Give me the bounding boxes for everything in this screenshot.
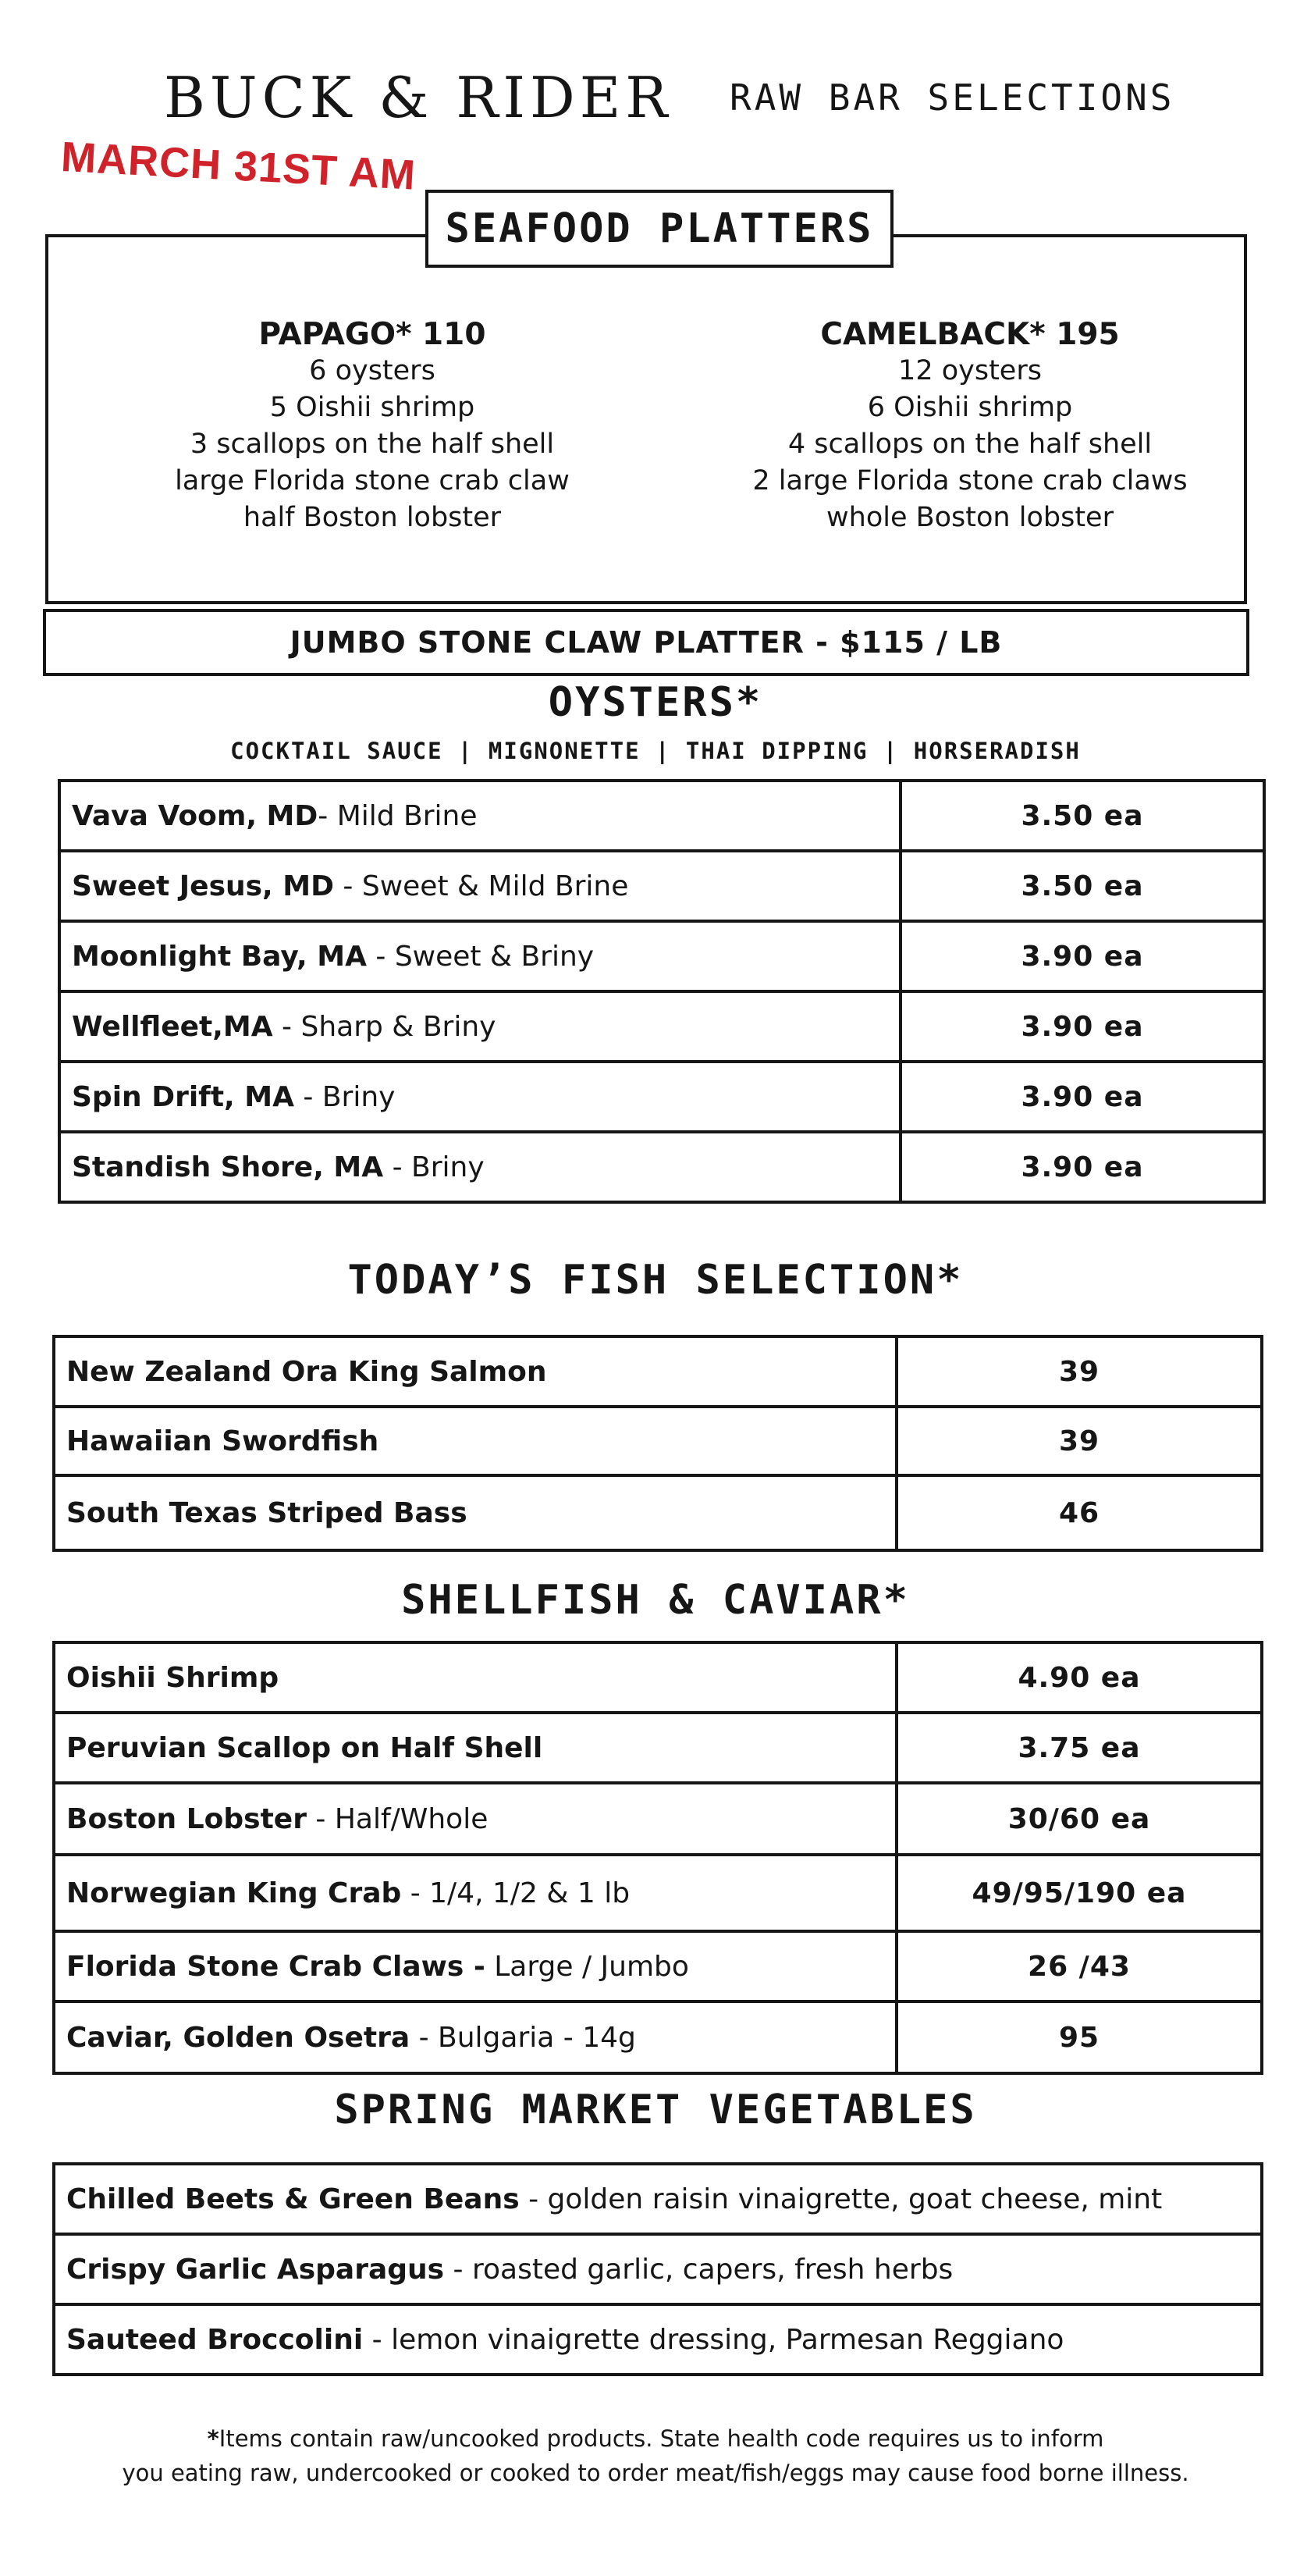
jumbo-claw-platter: JUMBO STONE CLAW PLATTER - $115 / LB (43, 609, 1249, 676)
item-cell (54, 2304, 1262, 2375)
item-cell (54, 2164, 1262, 2234)
item-cell (54, 2001, 897, 2073)
platter-item: 2 large Florida stone crab claws (752, 465, 1188, 496)
item-name: Chilled Beets & Green Beans (66, 2183, 520, 2215)
item-price: 3.90 ea (901, 1062, 1264, 1132)
item-desc: - golden raisin vinaigrette, goat cheese, mint (519, 2183, 1163, 2215)
item-desc: - Sweet & Briny (366, 940, 595, 973)
table-row (54, 1475, 1262, 1550)
table-row (54, 2304, 1262, 2375)
table-row (54, 2234, 1262, 2304)
table-row (59, 1132, 1264, 1202)
item-name: Peruvian Scallop on Half Shell (66, 1731, 543, 1764)
item-desc: - Briny (293, 1080, 396, 1113)
item-cell (54, 1783, 897, 1855)
platter-item: whole Boston lobster (826, 502, 1114, 533)
table-row (59, 781, 1264, 851)
platter-name: PAPAGO* 110 (258, 317, 486, 352)
platter-item: 12 oysters (898, 355, 1042, 386)
item-desc: Large / Jumbo (485, 1950, 689, 1983)
item-price: 3.90 ea (901, 921, 1264, 991)
health-disclaimer (0, 2421, 1311, 2490)
table-row (54, 1855, 1262, 1931)
asterisk: * (207, 2425, 219, 2452)
item-price: 95 (897, 2001, 1262, 2073)
table-row (54, 1642, 1262, 1713)
platter-papago (123, 316, 622, 536)
platter-name: CAMELBACK* 195 (820, 317, 1120, 352)
item-desc: - roasted garlic, capers, fresh herbs (444, 2253, 954, 2286)
shellfish-table (52, 1641, 1263, 2075)
item-name: Wellfleet,MA (72, 1010, 273, 1043)
table-row (54, 1713, 1262, 1783)
item-desc: - Briny (383, 1151, 485, 1183)
table-row (54, 1931, 1262, 2001)
item-cell (59, 1062, 901, 1132)
item-name: Boston Lobster (66, 1802, 307, 1835)
platter-item: 4 scallops on the half shell (787, 429, 1153, 460)
item-price: 46 (897, 1475, 1262, 1550)
platter-item: 6 oysters (309, 355, 435, 386)
platter-item: 6 Oishii shrimp (867, 392, 1073, 423)
fish-heading: TODAY’S FISH SELECTION* (347, 1257, 964, 1304)
disclaimer-text-1: Items contain raw/uncooked products. State health code requires us to inform (218, 2425, 1104, 2452)
platter-item: 5 Oishii shrimp (269, 392, 475, 423)
table-row (59, 991, 1264, 1062)
table-row (54, 2164, 1262, 2234)
item-cell (59, 781, 901, 851)
fish-table (52, 1335, 1263, 1552)
shellfish-heading: SHELLFISH & CAVIAR* (401, 1577, 910, 1624)
oyster-sauces: COCKTAIL SAUCE | MIGNONETTE | THAI DIPPING | HORSERADISH (230, 738, 1081, 764)
disclaimer-text-2: you eating raw, undercooked or cooked to order meat/fish/eggs may cause food borne illness. (122, 2460, 1189, 2486)
item-name: New Zealand Ora King Salmon (66, 1355, 547, 1388)
item-price: 3.50 ea (901, 781, 1264, 851)
item-price: 49/95/190 ea (897, 1855, 1262, 1931)
item-name: South Texas Striped Bass (66, 1496, 467, 1529)
item-desc: - lemon vinaigrette dressing, Parmesan Reggiano (363, 2323, 1064, 2356)
brand-logo: BUCK & RIDER (164, 65, 673, 130)
menu-subtitle: RAW BAR SELECTIONS (730, 76, 1175, 119)
item-cell (54, 1855, 897, 1931)
table-row (54, 1336, 1262, 1407)
item-cell (59, 851, 901, 921)
item-name: Caviar, Golden Osetra (66, 2021, 410, 2054)
table-row (59, 1062, 1264, 1132)
item-desc: - Bulgaria - 14g (410, 2021, 636, 2054)
item-price: 3.75 ea (897, 1713, 1262, 1783)
item-cell (59, 1132, 901, 1202)
item-price: 30/60 ea (897, 1783, 1262, 1855)
item-name: Hawaiian Swordfish (66, 1425, 379, 1457)
item-name: Standish Shore, MA (72, 1151, 384, 1183)
table-row (54, 1407, 1262, 1475)
vegetables-heading: SPRING MARKET VEGETABLES (334, 2087, 977, 2133)
item-name: Oishii Shrimp (66, 1661, 279, 1694)
item-price: 26 /43 (897, 1931, 1262, 2001)
table-row (59, 851, 1264, 921)
item-price: 39 (897, 1336, 1262, 1407)
item-price: 39 (897, 1407, 1262, 1475)
item-cell (54, 2234, 1262, 2304)
disclaimer-line-1 (0, 2421, 1311, 2456)
item-cell (59, 921, 901, 991)
item-cell (54, 1713, 897, 1783)
item-name: Moonlight Bay, MA (72, 940, 367, 973)
table-row (59, 921, 1264, 991)
item-price: 3.90 ea (901, 991, 1264, 1062)
table-row (54, 2001, 1262, 2073)
item-name: Norwegian King Crab (66, 1877, 402, 1909)
item-name: Spin Drift, MA (72, 1080, 294, 1113)
table-row (54, 1783, 1262, 1855)
oysters-heading: OYSTERS* (548, 679, 763, 726)
item-cell (54, 1336, 897, 1407)
vegetables-table (52, 2162, 1263, 2376)
item-cell (54, 1931, 897, 2001)
item-name: Crispy Garlic Asparagus (66, 2253, 445, 2286)
item-price: 3.90 ea (901, 1132, 1264, 1202)
platter-item: 3 scallops on the half shell (190, 429, 555, 460)
item-name: Vava Voom, MD (72, 799, 318, 832)
item-cell (54, 1475, 897, 1550)
platter-item: large Florida stone crab claw (175, 465, 570, 496)
item-desc: - 1/4, 1/2 & 1 lb (401, 1877, 631, 1909)
item-price: 3.50 ea (901, 851, 1264, 921)
platter-item: half Boston lobster (243, 502, 502, 533)
platter-camelback (720, 316, 1220, 536)
menu-date-stamp: MARCH 31ST AM (59, 133, 417, 199)
item-name: Florida Stone Crab Claws - (66, 1950, 485, 1983)
item-cell (54, 1407, 897, 1475)
item-desc: - Sharp & Briny (272, 1010, 496, 1043)
item-cell (59, 991, 901, 1062)
item-desc: - Half/Whole (306, 1802, 489, 1835)
item-name: Sauteed Broccolini (66, 2323, 364, 2356)
item-name: Sweet Jesus, MD (72, 870, 334, 902)
oysters-table (58, 779, 1266, 1204)
item-desc: - Mild Brine (318, 799, 478, 832)
item-price: 4.90 ea (897, 1642, 1262, 1713)
item-desc: - Sweet & Mild Brine (333, 870, 629, 902)
platters-heading: SEAFOOD PLATTERS (425, 190, 894, 268)
item-cell (54, 1642, 897, 1713)
